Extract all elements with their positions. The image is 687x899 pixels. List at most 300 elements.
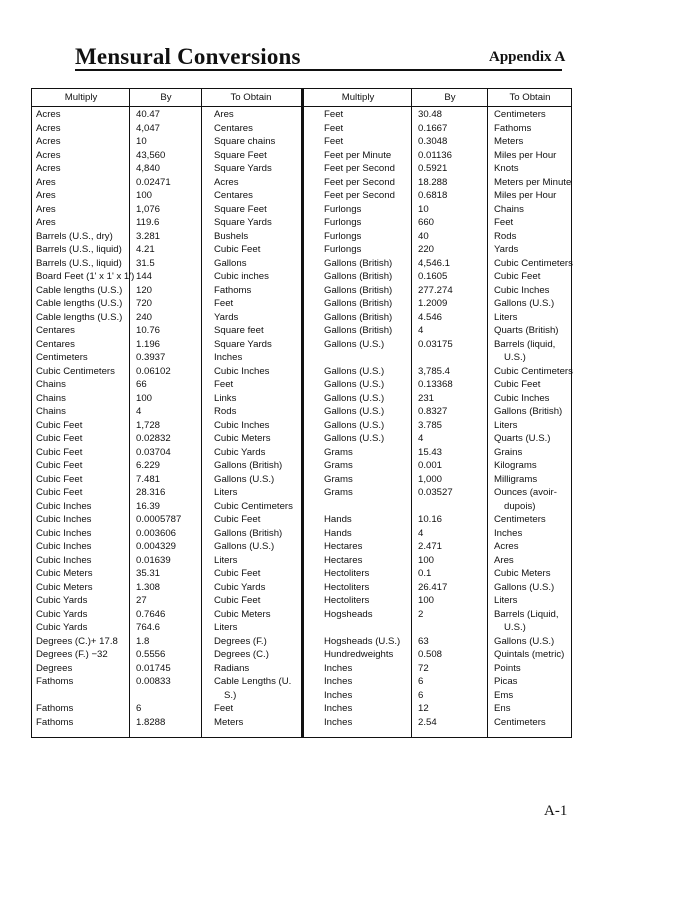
table-row [32, 257, 301, 271]
cell-by: 4 [136, 406, 142, 417]
cell-by: 144 [136, 271, 153, 282]
cell-by: 2.471 [418, 541, 443, 552]
table-row [304, 662, 571, 676]
cell-multiply: Gallons (British) [324, 325, 393, 336]
cell-by: 100 [136, 190, 153, 201]
cell-multiply: Hands [324, 514, 352, 525]
cell-to-obtain-continued: U.S.) [504, 352, 526, 363]
cell-multiply: Barrels (U.S., dry) [36, 230, 113, 242]
cell-to-obtain: Fathoms [494, 122, 532, 134]
cell-to-obtain: Cubic Yards [214, 581, 266, 593]
cell-by: 660 [418, 217, 435, 228]
cell-multiply: Ares [36, 203, 56, 215]
cell-by: 35.31 [136, 568, 161, 579]
cell-to-obtain: Rods [494, 230, 517, 242]
table-row [32, 324, 301, 338]
cell-by: 240 [136, 311, 153, 323]
cell-to-obtain: Liters [494, 419, 518, 431]
cell-to-obtain: Degrees (F.) [214, 635, 267, 647]
cell-to-obtain: Gallons (U.S.) [214, 541, 275, 552]
page-title: Mensural Conversions [75, 44, 301, 69]
cell-multiply: Hectares [324, 554, 363, 566]
cell-to-obtain: Picas [494, 676, 518, 687]
cell-by: 0.7646 [136, 608, 166, 620]
cell-multiply: Degrees [36, 662, 73, 674]
cell-multiply: Feet [324, 122, 344, 134]
cell-to-obtain: Cubic Feet [214, 244, 261, 255]
cell-by: 100 [418, 595, 435, 606]
cell-to-obtain: Cubic Feet [214, 514, 261, 525]
cell-multiply: Fathoms [36, 703, 74, 714]
table-row [32, 122, 301, 136]
table-row [32, 554, 301, 568]
table-row [304, 486, 571, 512]
table-row [32, 648, 301, 662]
cell-to-obtain: Cubic Feet [214, 595, 261, 606]
cell-to-obtain-continued: S.) [224, 689, 237, 701]
table-row [32, 365, 301, 379]
cell-multiply: Ares [36, 190, 56, 201]
table-row [304, 284, 571, 298]
cell-multiply: Inches [324, 689, 353, 701]
cell-by: 0.6818 [418, 190, 448, 201]
cell-by: 0.13368 [418, 379, 453, 390]
cell-multiply: Gallons (U.S.) [324, 338, 385, 350]
cell-to-obtain: Points [494, 662, 521, 674]
cell-multiply: Cubic Yards [36, 622, 88, 633]
table-row [32, 243, 301, 257]
cell-by: 7.481 [136, 473, 161, 485]
table-row [304, 567, 571, 581]
cell-to-obtain: Cubic Feet [494, 379, 541, 390]
cell-by: 6 [136, 703, 142, 714]
cell-to-obtain: Links [214, 392, 237, 404]
cell-multiply: Hundredweights [324, 649, 394, 660]
cell-to-obtain: Milligrams [494, 473, 538, 485]
header-to-obtain: To Obtain [230, 92, 272, 103]
table-row [32, 716, 301, 730]
cell-by: 0.5921 [418, 163, 448, 174]
table-row [32, 473, 301, 487]
cell-by: 0.004329 [136, 541, 177, 552]
cell-multiply: Gallons (British) [324, 298, 393, 309]
table-row [32, 108, 301, 122]
cell-to-obtain: Centares [214, 190, 253, 201]
table-row [32, 608, 301, 622]
table-row [304, 540, 571, 554]
cell-multiply: Grams [324, 473, 353, 485]
cell-by: 1.8 [136, 635, 150, 647]
cell-by: 0.01745 [136, 662, 171, 674]
table-row [304, 324, 571, 338]
cell-to-obtain: Square chains [214, 136, 276, 147]
cell-by: 220 [418, 244, 435, 255]
cell-to-obtain: Liters [214, 622, 238, 633]
table-row [32, 621, 301, 635]
table-row [304, 176, 571, 190]
header-to-obtain: To Obtain [509, 92, 551, 103]
cell-to-obtain: Centimeters [494, 514, 546, 525]
table-row [32, 270, 301, 284]
cell-multiply: Cubic Feet [36, 446, 83, 458]
cell-to-obtain: Ens [494, 703, 511, 714]
table-row [304, 459, 571, 473]
cell-to-obtain: Ares [494, 554, 514, 566]
cell-multiply: Cubic Meters [36, 581, 93, 593]
table-row [32, 176, 301, 190]
cell-by: 16.39 [136, 500, 161, 512]
cell-to-obtain: Ems [494, 689, 514, 701]
cell-by: 3.281 [136, 230, 161, 242]
table-row [32, 203, 301, 217]
cell-multiply: Hands [324, 527, 352, 539]
cell-by: 1,000 [418, 473, 443, 485]
cell-by: 1.2009 [418, 298, 448, 309]
cell-to-obtain: Cubic Centimeters [214, 500, 293, 512]
table-row [32, 702, 301, 716]
cell-to-obtain: Feet [214, 703, 234, 714]
cell-to-obtain: Fathoms [214, 284, 252, 296]
cell-to-obtain: Meters [214, 716, 244, 728]
cell-by: 100 [136, 392, 153, 404]
cell-to-obtain: Liters [494, 311, 518, 323]
table-row [32, 419, 301, 433]
cell-to-obtain: Barrels (Liquid, [494, 608, 559, 620]
cell-by: 40 [418, 230, 429, 242]
cell-to-obtain: Yards [494, 244, 519, 255]
table-row [304, 446, 571, 460]
cell-to-obtain: Cubic Meters [494, 568, 551, 579]
cell-to-obtain: Square Feet [214, 203, 267, 215]
header-by: By [444, 92, 456, 103]
cell-multiply: Acres [36, 109, 61, 120]
cell-to-obtain: Inches [214, 352, 243, 363]
cell-by: 0.02471 [136, 176, 171, 188]
cell-multiply: Hectares [324, 541, 363, 552]
cell-multiply: Acres [36, 149, 61, 161]
cell-multiply: Grams [324, 460, 353, 471]
cell-to-obtain: Square feet [214, 325, 264, 336]
table-row [304, 648, 571, 662]
cell-by: 6 [418, 676, 424, 687]
cell-by: 30.48 [418, 109, 443, 120]
cell-multiply: Gallons (U.S.) [324, 433, 385, 444]
cell-by: 4.546 [418, 311, 443, 323]
table-row [304, 419, 571, 433]
cell-to-obtain: Quarts (British) [494, 325, 559, 336]
cell-by: 0.01136 [418, 149, 452, 161]
table-row [32, 675, 301, 701]
cell-to-obtain: Cubic inches [214, 271, 269, 282]
table-row [304, 675, 571, 689]
table-body [304, 108, 571, 737]
table-row [304, 338, 571, 363]
cell-to-obtain: Bushels [214, 230, 249, 242]
cell-by: 6.229 [136, 460, 161, 471]
cell-multiply: Furlongs [324, 230, 362, 242]
cell-by: 0.1667 [418, 122, 448, 134]
cell-multiply: Hogsheads (U.S.) [324, 635, 401, 647]
table-row [304, 581, 571, 595]
table-row [32, 378, 301, 392]
cell-by: 6 [418, 689, 424, 701]
cell-by: 4 [418, 433, 424, 444]
cell-by: 4,840 [136, 163, 161, 174]
cell-by: 1,076 [136, 203, 161, 215]
cell-to-obtain: Degrees (C.) [214, 649, 269, 660]
cell-multiply: Centares [36, 338, 75, 350]
table-row [304, 122, 571, 136]
cell-to-obtain: Feet [214, 379, 234, 390]
cell-multiply: Fathoms [36, 716, 74, 728]
table-row [32, 432, 301, 446]
cell-multiply: Hectoliters [324, 595, 370, 606]
table-header [32, 89, 301, 107]
cell-to-obtain: Feet [494, 217, 514, 228]
cell-by: 0.3048 [418, 136, 448, 147]
table-row [304, 135, 571, 149]
table-row [32, 446, 301, 460]
cell-multiply: Cubic Meters [36, 568, 93, 579]
cell-by: 0.1 [418, 568, 432, 579]
cell-multiply: Gallons (U.S.) [324, 406, 385, 417]
cell-to-obtain: Gallons (British) [214, 527, 283, 539]
cell-multiply: Feet per Second [324, 190, 395, 201]
cell-to-obtain-continued: U.S.) [504, 622, 526, 633]
table-row [32, 392, 301, 406]
table-header [304, 89, 571, 107]
page-number: A-1 [544, 803, 568, 819]
table-row [304, 608, 571, 633]
conversion-table-right [301, 88, 572, 738]
cell-multiply: Feet per Second [324, 163, 395, 174]
table-row [304, 189, 571, 203]
cell-by: 277.274 [418, 284, 453, 296]
table-row [32, 284, 301, 298]
cell-by: 0.01639 [136, 554, 171, 566]
table-row [304, 257, 571, 271]
cell-multiply: Fathoms [36, 676, 74, 687]
cell-to-obtain: Centimeters [494, 109, 546, 120]
cell-multiply: Hogsheads [324, 608, 373, 620]
table-row [32, 216, 301, 230]
cell-multiply: Feet per Minute [324, 149, 392, 161]
cell-to-obtain: Feet [214, 298, 234, 309]
cell-multiply: Acres [36, 163, 61, 174]
table-row [32, 567, 301, 581]
table-row [32, 513, 301, 527]
cell-multiply: Inches [324, 662, 353, 674]
cell-multiply: Chains [36, 392, 66, 404]
cell-to-obtain: Gallons (British) [494, 406, 563, 417]
cell-by: 26.417 [418, 581, 448, 593]
cell-by: 10 [418, 203, 429, 215]
cell-multiply: Cubic Feet [36, 473, 83, 485]
table-row [304, 432, 571, 446]
cell-to-obtain: Liters [214, 487, 238, 498]
cell-multiply: Cubic Feet [36, 419, 83, 431]
cell-to-obtain: Ares [214, 109, 234, 120]
cell-multiply: Gallons (U.S.) [324, 379, 385, 390]
cell-by: 764.6 [136, 622, 161, 633]
cell-multiply: Grams [324, 446, 353, 458]
cell-to-obtain: Miles per Hour [494, 190, 557, 201]
cell-multiply: Furlongs [324, 203, 362, 215]
cell-multiply: Feet [324, 109, 344, 120]
cell-to-obtain: Knots [494, 163, 519, 174]
table-row [32, 338, 301, 352]
cell-to-obtain: Centares [214, 122, 253, 134]
cell-multiply: Gallons (U.S.) [324, 392, 385, 404]
cell-multiply: Inches [324, 676, 353, 687]
cell-by: 2.54 [418, 716, 437, 728]
cell-by: 0.02832 [136, 433, 171, 444]
table-row [304, 594, 571, 608]
cell-by: 10 [136, 136, 147, 147]
cell-by: 10.76 [136, 325, 161, 336]
cell-multiply: Degrees (C.)+ 17.8 [36, 635, 118, 647]
cell-by: 66 [136, 379, 147, 390]
cell-to-obtain: Acres [494, 541, 519, 552]
cell-multiply: Board Feet (1' x 1' x 1') [36, 271, 135, 282]
cell-by: 27 [136, 595, 147, 606]
cell-by: 12 [418, 703, 429, 714]
cell-to-obtain: Meters [494, 136, 524, 147]
table-row [32, 581, 301, 595]
cell-by: 720 [136, 298, 153, 309]
cell-by: 3,785.4 [418, 365, 451, 377]
cell-multiply: Furlongs [324, 217, 362, 228]
table-row [32, 486, 301, 500]
table-row [32, 230, 301, 244]
cell-by: 1.196 [136, 338, 161, 350]
cell-to-obtain: Meters per Minute [494, 176, 572, 188]
cell-to-obtain: Gallons (British) [214, 460, 283, 471]
cell-multiply: Cable lengths (U.S.) [36, 311, 123, 323]
cell-by: 0.03527 [418, 487, 453, 498]
table-row [32, 297, 301, 311]
cell-multiply: Acres [36, 136, 61, 147]
table-row [304, 162, 571, 176]
cell-multiply: Cubic Inches [36, 500, 92, 512]
cell-multiply: Ares [36, 217, 56, 228]
cell-multiply: Ares [36, 176, 56, 188]
cell-by: 63 [418, 635, 429, 647]
cell-to-obtain: Gallons [214, 257, 247, 269]
table-row [304, 311, 571, 325]
table-row [304, 716, 571, 730]
table-row [304, 149, 571, 163]
table-row [304, 297, 571, 311]
table-row [304, 243, 571, 257]
cell-by: 4 [418, 325, 424, 336]
cell-to-obtain: Centimeters [494, 716, 546, 728]
cell-to-obtain: Chains [494, 203, 524, 215]
cell-to-obtain: Cubic Inches [494, 284, 550, 296]
cell-multiply: Cubic Yards [36, 608, 88, 620]
cell-multiply: Acres [36, 122, 61, 134]
cell-multiply: Cubic Inches [36, 514, 92, 525]
cell-multiply: Cubic Feet [36, 433, 83, 444]
cell-by: 0.03704 [136, 446, 171, 458]
table-row [32, 500, 301, 514]
table-row [304, 392, 571, 406]
table-row [32, 527, 301, 541]
cell-to-obtain: Yards [214, 311, 239, 323]
cell-to-obtain: Cubic Feet [214, 568, 261, 579]
table-row [304, 527, 571, 541]
cell-multiply: Cubic Inches [36, 527, 92, 539]
cell-to-obtain: Square Feet [214, 149, 267, 161]
cell-to-obtain: Cable Lengths (U. [214, 676, 292, 687]
table-row [304, 513, 571, 527]
cell-by: 4 [418, 527, 424, 539]
cell-to-obtain: Cubic Feet [494, 271, 541, 282]
cell-multiply: Furlongs [324, 244, 362, 255]
cell-by: 0.3937 [136, 352, 166, 363]
cell-by: 0.5556 [136, 649, 166, 660]
header-by: By [160, 92, 172, 103]
appendix-label: Appendix A [489, 49, 566, 65]
table-body [32, 108, 301, 737]
table-row [304, 473, 571, 487]
cell-to-obtain: Cubic Centimeters [494, 365, 573, 377]
cell-multiply: Chains [36, 379, 66, 390]
cell-to-obtain: Ounces (avoir- [494, 487, 557, 498]
cell-multiply: Cubic Feet [36, 487, 83, 498]
table-row [32, 662, 301, 676]
table-row [32, 635, 301, 649]
cell-to-obtain: Cubic Inches [214, 419, 270, 431]
cell-multiply: Cable lengths (U.S.) [36, 298, 123, 309]
cell-multiply: Barrels (U.S., liquid) [36, 244, 122, 255]
table-row [304, 365, 571, 379]
cell-to-obtain: Kilograms [494, 460, 537, 471]
cell-multiply: Cable lengths (U.S.) [36, 284, 123, 296]
cell-multiply: Inches [324, 716, 353, 728]
cell-multiply: Centares [36, 325, 75, 336]
cell-to-obtain: Square Yards [214, 217, 272, 228]
header-multiply: Multiply [341, 92, 375, 103]
table-row [304, 270, 571, 284]
table-row [32, 311, 301, 325]
cell-by: 43,560 [136, 149, 166, 161]
cell-by: 0.003606 [136, 527, 177, 539]
cell-by: 2 [418, 608, 424, 620]
cell-to-obtain: Gallons (U.S.) [494, 635, 555, 647]
cell-by: 4,047 [136, 122, 161, 134]
table-row [304, 702, 571, 716]
cell-to-obtain: Cubic Meters [214, 433, 271, 444]
cell-to-obtain: Square Yards [214, 163, 272, 174]
cell-by: 1,728 [136, 419, 161, 431]
table-row [32, 149, 301, 163]
table-row [32, 594, 301, 608]
cell-multiply: Gallons (U.S.) [324, 365, 385, 377]
title-rule [75, 69, 562, 71]
cell-multiply: Cubic Inches [36, 554, 92, 566]
cell-multiply: Gallons (British) [324, 271, 393, 282]
table-row [304, 635, 571, 649]
cell-multiply: Feet per Second [324, 176, 395, 188]
cell-multiply: Cubic Centimeters [36, 365, 115, 377]
cell-multiply: Chains [36, 406, 66, 417]
cell-to-obtain: Cubic Inches [214, 365, 270, 377]
cell-to-obtain: Liters [494, 595, 518, 606]
table-row [32, 540, 301, 554]
cell-to-obtain: Cubic Yards [214, 446, 266, 458]
cell-by: 0.06102 [136, 365, 171, 377]
